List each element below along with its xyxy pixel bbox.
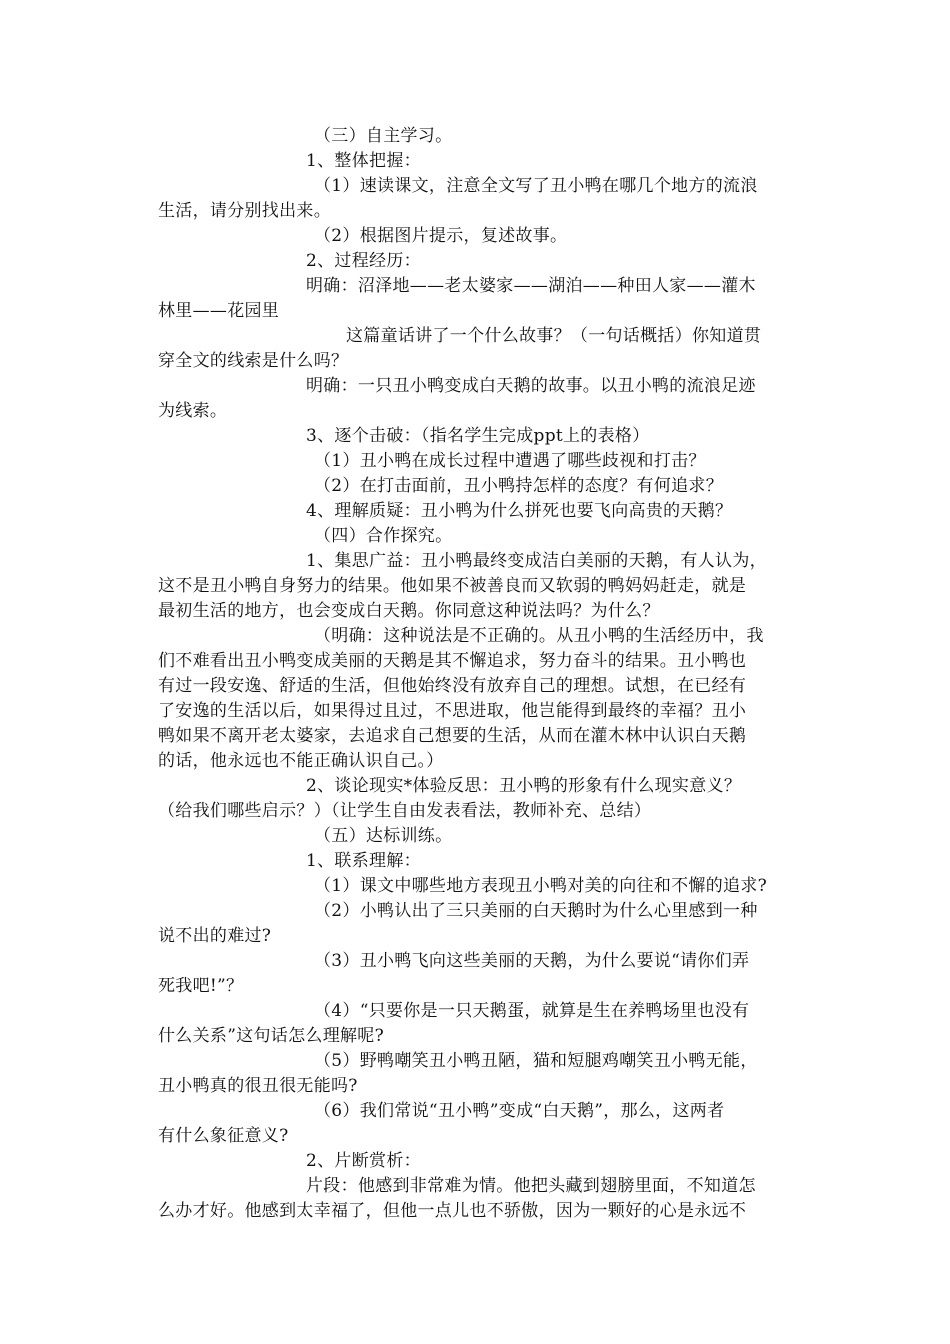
text-line: （2）根据图片提示，复述故事。 — [314, 226, 568, 246]
text-line: 有什么象征意义? — [158, 1126, 289, 1146]
text-line: 丑小鸭真的很丑很无能吗? — [158, 1076, 358, 1096]
text-line: （1）课文中哪些地方表现丑小鸭对美的向往和不懈的追求? — [314, 876, 768, 896]
subheading-connect: 1、联系理解： — [306, 851, 421, 871]
text-line: （2）小鸭认出了三只美丽的白天鹅时为什么心里感到一种 — [314, 901, 758, 921]
text-line: 这不是丑小鸭自身努力的结果。他如果不被善良而又软弱的鸭妈妈赶走，就是 — [158, 576, 747, 596]
text-line: （3）丑小鸭飞向这些美丽的天鹅，为什么要说“请你们弄 — [314, 951, 750, 971]
text-line: 穿全文的线索是什么吗？ — [158, 351, 349, 371]
subheading-question: 4、理解质疑：丑小鸭为什么拼死也要飞向高贵的天鹅？ — [306, 501, 733, 521]
text-line: 1、集思广益：丑小鸭最终变成洁白美丽的天鹅，有人认为， — [306, 551, 767, 571]
heading-cooperative: （四）合作探究。 — [314, 526, 453, 546]
text-line: （2）在打击面前，丑小鸭持怎样的态度？有何追求？ — [314, 476, 724, 496]
text-line: 最初生活的地方，也会变成白天鹅。你同意这种说法吗？为什么？ — [158, 601, 660, 621]
text-line: 们不难看出丑小鸭变成美丽的天鹅是其不懈追求，努力奋斗的结果。丑小鸭也 — [158, 651, 747, 671]
text-line: 鸭如果不离开老太婆家，去追求自己想要的生活，从而在灌木林中认识白天鹅 — [158, 726, 747, 746]
text-line: 林里——花园里 — [158, 301, 280, 321]
text-line: 明确：一只丑小鸭变成白天鹅的故事。以丑小鸭的流浪足迹 — [306, 376, 756, 396]
text-line: （1）丑小鸭在成长过程中遭遇了哪些歧视和打击？ — [314, 451, 706, 471]
subheading-breakthrough: 3、逐个击破：（指名学生完成ppt上的表格） — [306, 426, 650, 446]
text-line: （1）速读课文，注意全文写了丑小鸭在哪几个地方的流浪 — [314, 176, 758, 196]
text-line: （6）我们常说“丑小鸭”变成“白天鹅”，那么，这两者 — [314, 1101, 725, 1121]
subheading-appreciation: 2、片断赏析： — [306, 1151, 421, 1171]
subheading-process: 2、过程经历： — [306, 251, 421, 271]
heading-self-study: （三）自主学习。 — [314, 126, 453, 146]
text-line: 2、谈论现实*体验反思：丑小鸭的形象有什么现实意义？ — [306, 776, 742, 796]
text-line: 什么关系”这句话怎么理解呢? — [158, 1026, 385, 1046]
text-line: 明确：沼泽地——老太婆家——湖泊——种田人家——灌木 — [306, 276, 756, 296]
text-line: 的话，他永远也不能正确认识自己。） — [158, 751, 444, 771]
text-line: （5）野鸭嘲笑丑小鸭丑陋，猫和短腿鸡嘲笑丑小鸭无能， — [314, 1051, 758, 1071]
text-line: （4）“只要你是一只天鹅蛋，就算是生在养鸭场里也没有 — [314, 1001, 750, 1021]
text-line: 么办才好。他感到太幸福了，但他一点儿也不骄傲，因为一颗好的心是永远不 — [158, 1201, 747, 1221]
text-line: 有过一段安逸、舒适的生活，但他始终没有放弃自己的理想。试想，在已经有 — [158, 676, 747, 696]
text-line: （给我们哪些启示？）（让学生自由发表看法，教师补充、总结） — [158, 801, 652, 821]
text-line: 片段：他感到非常难为情。他把头藏到翅膀里面，不知道怎 — [306, 1176, 756, 1196]
text-line: 为线索。 — [158, 401, 228, 421]
text-line: 了安逸的生活以后，如果得过且过，不思进取，他岂能得到最终的幸福？丑小 — [158, 701, 747, 721]
heading-practice: （五）达标训练。 — [314, 826, 453, 846]
text-line: 说不出的难过? — [158, 926, 272, 946]
text-line: 死我吧!”？ — [158, 976, 244, 996]
subheading-overall: 1、整体把握： — [306, 151, 421, 171]
text-line: 生活，请分别找出来。 — [158, 201, 331, 221]
text-line: （明确：这种说法是不正确的。从丑小鸭的生活经历中，我 — [314, 626, 764, 646]
text-line: 这篇童话讲了一个什么故事？（一句话概括）你知道贯 — [346, 326, 762, 346]
